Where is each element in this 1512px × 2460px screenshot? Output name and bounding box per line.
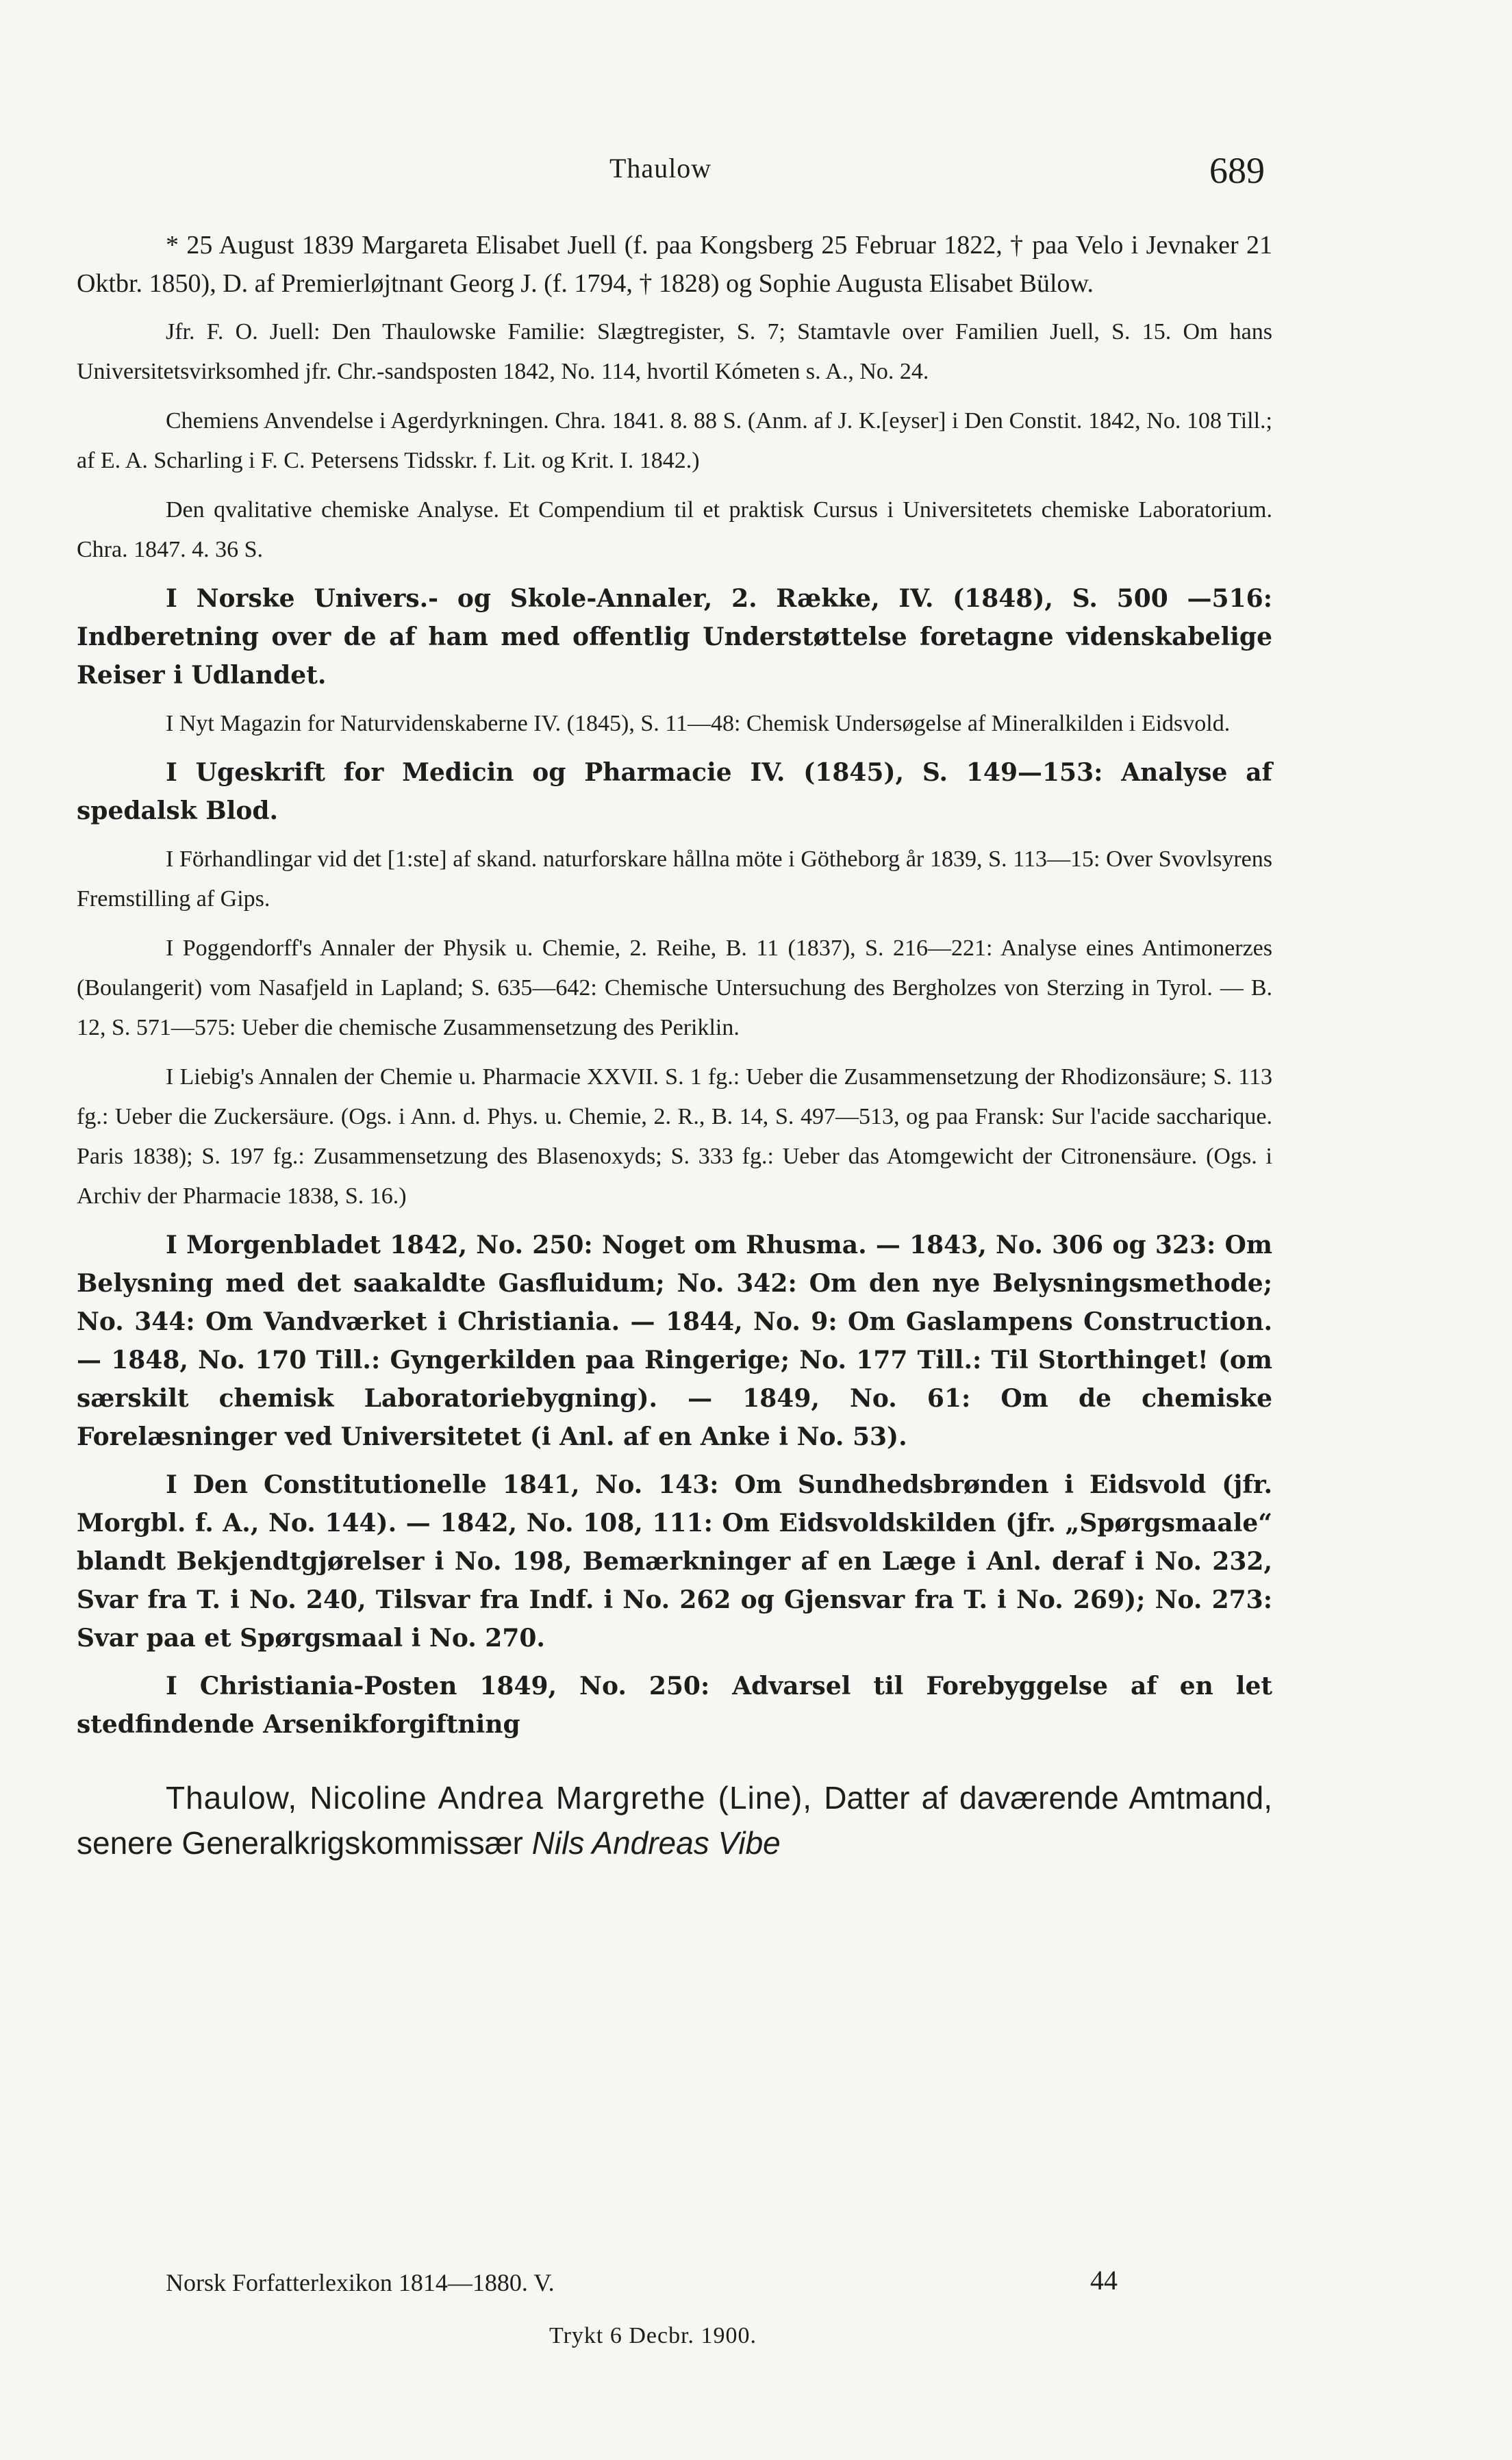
page-body xyxy=(77,226,1272,1875)
page-number: 689 xyxy=(1209,150,1265,191)
entry-text: Datter af daværende Amtmand, senere Generalkrigskommissær xyxy=(77,1780,1272,1861)
signature-line: Norsk Forfatterlexikon 1814—1880. V. xyxy=(166,2269,555,2296)
marriage-paragraph: * 25 August 1839 Margareta Elisabet Juell (f. paa Kongsberg 25 Februar 1822, † paa Velo i Jevnaker 21 Oktbr. 1850), D. af Premierløjtnant Georg J. (f. 1794, † 1828) og Sophie Augusta Elisabet Bülow. xyxy=(77,231,1272,298)
work-agerdyrkning: Chemiens Anvendelse i Agerdyrkningen. Chra. 1841. 8. 88 S. (Anm. af J. K.[eyser] i Den Constit. 1842, No. 108 Till.; af E. A. Scharling i F. C. Petersens Tidsskr. f. Lit. og Krit. I. 1842.) xyxy=(77,408,1272,473)
running-head: Thaulow xyxy=(609,153,712,184)
article-forhandlingar: I Förhandlingar vid det [1:ste] af skand. naturforskare hållna möte i Götheborg år 1839, S. 113—15: Over Svovlsyrens Fremstilling af Gips. xyxy=(77,846,1272,912)
article-christiania-posten: I Christiania-Posten 1849, No. 250: Advarsel til Forebyggelse af en let stedfindende Arsenikforgiftning xyxy=(77,1672,1272,1739)
article-ugeskrift: I Ugeskrift for Medicin og Pharmacie IV. (1845), S. 149—153: Analyse af spedalsk Blod. xyxy=(77,758,1272,825)
article-constitutionelle: I Den Constitutionelle 1841, No. 143: Om Sundhedsbrønden i Eidsvold (jfr. Morgbl. f. A., No. 144). — 1842, No. 108, 111: Om Eidsvoldskilden (jfr. „Spørgsmaale“ blandt Bekjendtgjørelser i No. 198, Bemærkninger af en Læge i Anl. deraf i No. 232, Svar fra T. i No. 240, Tilsvar fra Indf. i No. 262 og Gjensvar fra T. i No. 269); No. 273: Svar paa et Spørgsmaal i No. 270. xyxy=(77,1470,1272,1653)
entry-father-name: Nils Andreas Vibe xyxy=(531,1825,781,1861)
article-univ-annaler: I Norske Univers.- og Skole-Annaler, 2. Række, IV. (1848), S. 500 —516: Indberetning over de af ham med offentlig Understøttelse foretagne videnskabelige Reiser i Udlandet. xyxy=(77,584,1272,690)
page-footer xyxy=(77,2265,1272,2350)
article-morgenbladet: I Morgenbladet 1842, No. 250: Noget om Rhusma. — 1843, No. 306 og 323: Om Belysning med det saakaldte Gasfluidum; No. 342: Om den nye Belysningsmethode; No. 344: Om Vandværket i Christiania. — 1844, No. 9: Om Gaslampens Construction. — 1848, No. 170 Till.: Gyngerkilden paa Ringerige; No. 177 Till.: Til Storthinget! (om særskilt chemisk Laboratoriebygning). — 1849, No. 61: Om de chemiske Forelæsninger ved Universitetet (i Anl. af en Anke i No. 53). xyxy=(77,1231,1272,1451)
print-date: Trykt 6 Decbr. 1900. xyxy=(549,2323,757,2348)
article-liebig: I Liebig's Annalen der Chemie u. Pharmacie XXVII. S. 1 fg.: Ueber die Zusammensetzung der Rhodizonsäure; S. 113 fg.: Ueber die Zuckersäure. (Ogs. i Ann. d. Phys. u. Chemie, 2. R., B. 14, S. 497—513, og paa Fransk: Sur l'acide saccharique. Paris 1838); S. 197 fg.: Zusammensetzung des Blasenoxyds; S. 333 fg.: Ueber das Atomgewicht der Citronensäure. (Ogs. i Archiv der Pharmacie 1838, S. 16.) xyxy=(77,1064,1272,1209)
work-analyse: Den qvalitative chemiske Analyse. Et Compendium til et praktisk Cursus i Universitetets chemiske Laboratorium. Chra. 1847. 4. 36 S. xyxy=(77,497,1272,562)
entry-name: Thaulow, Nicoline Andrea Margrethe (Line), xyxy=(166,1780,813,1816)
article-nyt-magazin: I Nyt Magazin for Naturvidenskaberne IV. (1845), S. 11—48: Chemisk Undersøgelse af Mineralkilden i Eidsvold. xyxy=(166,711,1231,736)
new-entry xyxy=(77,1775,1272,1866)
sheet-number: 44 xyxy=(1090,2265,1118,2296)
page-header xyxy=(0,152,1512,193)
references-paragraph: Jfr. F. O. Juell: Den Thaulowske Familie: Slægtregister, S. 7; Stamtavle over Familien Juell, S. 15. Om hans Universitetsvirksomhed jfr. Chr.-sandsposten 1842, No. 114, hvortil Kómeten s. A., No. 24. xyxy=(77,319,1272,384)
article-poggendorff: I Poggendorff's Annaler der Physik u. Chemie, 2. Reihe, B. 11 (1837), S. 216—221: Analyse eines Antimonerzes (Boulangerit) vom Nasafjeld in Lapland; S. 635—642: Chemische Untersuchung des Bergholzes von Sterzing in Tyrol. — B. 12, S. 571—575: Ueber die chemische Zusammensetzung des Periklin. xyxy=(77,936,1272,1040)
